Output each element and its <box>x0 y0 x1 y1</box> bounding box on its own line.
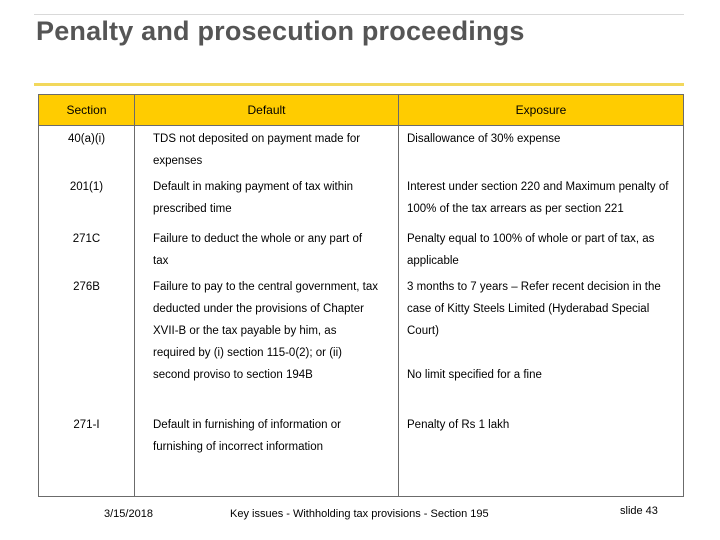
header-default: Default <box>135 95 399 126</box>
exposure-spacer <box>407 342 677 364</box>
table-row <box>39 412 684 497</box>
row-default: Failure to pay to the central government, tax deducted under the provisions of Chapter XVII-B or the tax payable by him, as required by (i) section 115-0(2); or (ii) second proviso to section 194B <box>135 274 399 412</box>
row-section: 271-I <box>39 412 135 497</box>
footer-date: 3/15/2018 <box>104 508 153 520</box>
table-row <box>39 274 684 412</box>
row-default: Failure to deduct the whole or any part of tax <box>135 226 399 274</box>
row-section: 40(a)(i) <box>39 126 135 175</box>
row-exposure <box>399 412 684 497</box>
title-underline <box>34 83 684 86</box>
exposure-text: Disallowance of 30% expense <box>407 133 561 145</box>
table-row <box>39 126 684 175</box>
row-default: Default in making payment of tax within prescribed time <box>135 174 399 226</box>
header-section: Section <box>39 95 135 126</box>
table-row <box>39 174 684 226</box>
row-default: TDS not deposited on payment made for expenses <box>135 126 399 175</box>
exposure-text: 3 months to 7 years – Refer recent decision in the case of Kitty Steels Limited (Hyderabad Special Court) <box>407 281 661 337</box>
row-section: 271C <box>39 226 135 274</box>
slide-number: slide 43 <box>620 505 658 517</box>
row-exposure <box>399 274 684 412</box>
table-row <box>39 226 684 274</box>
exposure-text: Penalty of Rs 1 lakh <box>407 419 510 431</box>
row-exposure <box>399 126 684 175</box>
row-exposure <box>399 226 684 274</box>
exposure-text: Penalty equal to 100% of whole or part of tax, as applicable <box>407 233 655 267</box>
header-exposure: Exposure <box>399 95 684 126</box>
top-divider <box>34 14 684 15</box>
row-section: 276B <box>39 274 135 412</box>
table-header-row <box>39 95 684 126</box>
exposure-text: No limit specified for a fine <box>407 369 542 381</box>
penalty-table <box>38 94 684 497</box>
row-exposure <box>399 174 684 226</box>
exposure-text: Interest under section 220 and Maximum penalty of 100% of the tax arrears as per section 221 <box>407 181 669 215</box>
row-section: 201(1) <box>39 174 135 226</box>
slide-title: Penalty and prosecution proceedings <box>36 16 525 46</box>
footer-caption: Key issues - Withholding tax provisions - Section 195 <box>230 508 489 520</box>
row-default: Default in furnishing of information or furnishing of incorrect information <box>135 412 399 497</box>
